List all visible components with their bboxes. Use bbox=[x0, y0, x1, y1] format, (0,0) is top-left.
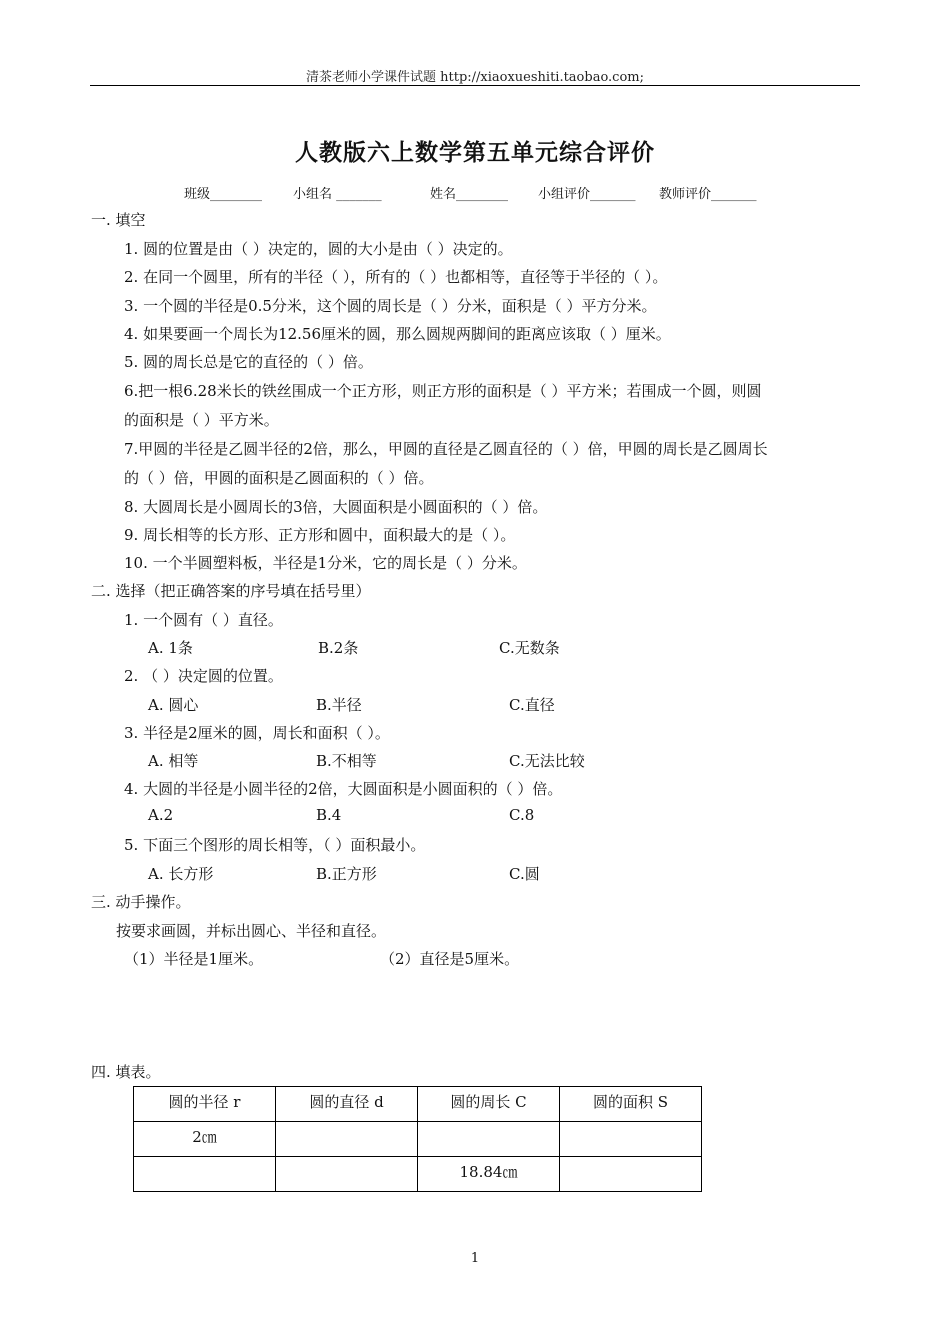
choice-2-option-c: C.直径 bbox=[509, 696, 555, 714]
table-cell[interactable] bbox=[560, 1157, 702, 1192]
choice-4-option-c: C.8 bbox=[509, 806, 535, 824]
table-cell[interactable]: 2㎝ bbox=[134, 1122, 276, 1157]
table-row bbox=[134, 1157, 702, 1192]
choice-3-option-a: A. 相等 bbox=[148, 752, 199, 770]
table-cell[interactable] bbox=[134, 1157, 276, 1192]
choice-3-option-c: C.无法比较 bbox=[509, 752, 585, 770]
fill-question-5: 5. 圆的周长总是它的直径的（ ）倍。 bbox=[124, 353, 373, 371]
table-cell[interactable] bbox=[418, 1122, 560, 1157]
page-header: 清茶老师小学课件试题 http://xiaoxueshiti.taobao.com; bbox=[305, 70, 644, 85]
choice-question-4: 4. 大圆的半径是小圆半径的2倍，大圆面积是小圆面积的（ ）倍。 bbox=[124, 780, 563, 798]
table-cell[interactable] bbox=[276, 1122, 418, 1157]
header-radius: 圆的半径 r bbox=[134, 1087, 276, 1122]
choice-3-option-b: B.不相等 bbox=[316, 752, 377, 770]
fill-question-2: 2. 在同一个圆里，所有的半径（ ），所有的（ ）也都相等，直径等于半径的（ ）。 bbox=[124, 268, 668, 286]
choice-2-option-b: B.半径 bbox=[316, 696, 362, 714]
fill-question-7: 7.甲圆的半径是乙圆半径的2倍，那么，甲圆的直径是乙圆直径的（ ）倍，甲圆的周长是乙圆周长 bbox=[124, 440, 768, 458]
table-cell[interactable]: 18.84㎝ bbox=[418, 1157, 560, 1192]
group-name-field: 小组名 _______ bbox=[293, 187, 382, 202]
section1-heading: 一. 填空 bbox=[91, 211, 146, 229]
header-diameter: 圆的直径 d bbox=[276, 1087, 418, 1122]
section2-heading: 二. 选择（把正确答案的序号填在括号里） bbox=[91, 582, 371, 600]
header-circumference: 圆的周长 C bbox=[418, 1087, 560, 1122]
choice-question-5: 5. 下面三个图形的周长相等，（ ）面积最小。 bbox=[124, 836, 426, 854]
student-name-field: 姓名________ bbox=[430, 187, 509, 202]
choice-5-option-c: C.圆 bbox=[509, 865, 540, 883]
page-number: 1 bbox=[470, 1251, 480, 1266]
fill-question-7-cont: 的（ ）倍，甲圆的面积是乙圆面积的（ ）倍。 bbox=[124, 469, 434, 487]
fill-question-8: 8. 大圆周长是小圆周长的3倍，大圆面积是小圆面积的（ ）倍。 bbox=[124, 498, 548, 516]
choice-1-option-c: C.无数条 bbox=[499, 639, 560, 657]
fill-question-10: 10. 一个半圆塑料板，半径是1分米，它的周长是（ ）分米。 bbox=[124, 554, 527, 572]
circle-table bbox=[133, 1086, 702, 1192]
section3-heading: 三. 动手操作。 bbox=[91, 893, 191, 911]
choice-5-option-a: A. 长方形 bbox=[148, 865, 214, 883]
drawing-task-1: （1）半径是1厘米。 bbox=[124, 950, 264, 968]
choice-1-option-a: A. 1条 bbox=[148, 639, 193, 657]
fill-question-3: 3. 一个圆的半径是0.5分米，这个圆的周长是（ ）分米，面积是（ ）平方分米。 bbox=[124, 297, 657, 315]
choice-4-option-a: A.2 bbox=[148, 806, 174, 824]
page-title: 人教版六上数学第五单元综合评价 bbox=[295, 140, 655, 166]
choice-question-2: 2. （ ）决定圆的位置。 bbox=[124, 667, 283, 685]
drawing-instruction: 按要求画圆，并标出圆心、半径和直径。 bbox=[116, 922, 387, 940]
class-field: 班级________ bbox=[184, 187, 263, 202]
table-cell[interactable] bbox=[276, 1157, 418, 1192]
table-cell[interactable] bbox=[560, 1122, 702, 1157]
choice-2-option-a: A. 圆心 bbox=[148, 696, 199, 714]
fill-question-4: 4. 如果要画一个周长为12.56厘米的圆，那么圆规两脚间的距离应该取（ ）厘米。 bbox=[124, 325, 671, 343]
drawing-task-2: （2）直径是5厘米。 bbox=[380, 950, 520, 968]
choice-5-option-b: B.正方形 bbox=[316, 865, 377, 883]
header-area: 圆的面积 S bbox=[560, 1087, 702, 1122]
table-row bbox=[134, 1122, 702, 1157]
group-evaluation-field: 小组评价_______ bbox=[538, 187, 636, 202]
choice-question-1: 1. 一个圆有（ ）直径。 bbox=[124, 611, 283, 629]
table-header-row bbox=[134, 1087, 702, 1122]
teacher-evaluation-field: 教师评价_______ bbox=[659, 187, 757, 202]
choice-4-option-b: B.4 bbox=[316, 806, 342, 824]
header-divider bbox=[90, 85, 860, 86]
fill-question-6: 6.把一根6.28米长的铁丝围成一个正方形，则正方形的面积是（ ）平方米；若围成一个圆，则圆 bbox=[124, 382, 762, 400]
fill-question-9: 9. 周长相等的长方形、正方形和圆中，面积最大的是（ ）。 bbox=[124, 526, 516, 544]
section4-heading: 四. 填表。 bbox=[91, 1063, 161, 1081]
choice-1-option-b: B.2条 bbox=[318, 639, 359, 657]
choice-question-3: 3. 半径是2厘米的圆，周长和面积（ ）。 bbox=[124, 724, 390, 742]
fill-question-6-cont: 的面积是（ ）平方米。 bbox=[124, 411, 279, 429]
fill-question-1: 1. 圆的位置是由（ ）决定的，圆的大小是由（ ）决定的。 bbox=[124, 240, 513, 258]
